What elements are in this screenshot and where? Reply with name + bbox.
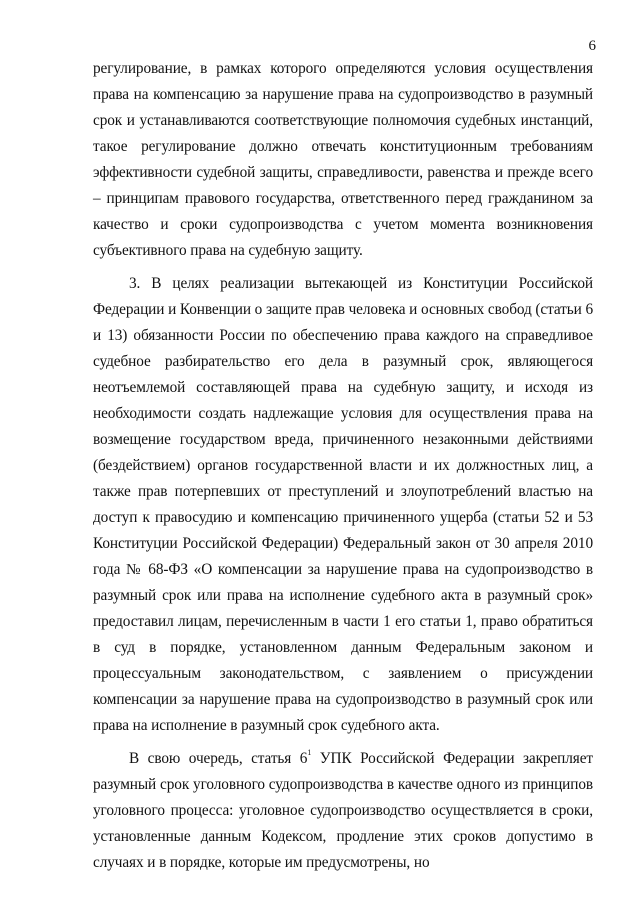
page-number: 6 (588, 38, 596, 54)
superscript-article-index: 1 (307, 747, 312, 757)
document-body (93, 56, 593, 876)
paragraph-text-after-superscript: УПК Российской Федерации закрепляет разумный срок уголовного судопроизводства в качестве одного из принципов уголовного процесса: уголовное судопроизводство осуществляется в сроки, установленные данным Кодексом, продление этих сроков допустимо в случаях и в порядке, которые им предусмотрены, но (93, 750, 593, 871)
paragraph-section-3: 3. В целях реализации вытекающей из Конституции Российской Федерации и Конвенции о защите прав человека и основных свобод (статьи 6 и 13) обязанности России по обеспечению права каждого на справедливое судебное разбирательство его дела в разумный срок, являющегося неотъемлемой составляющей права на судебную защиту, и исходя из необходимости создать надлежащие условия для осуществления права на возмещение государством вреда, причиненного незаконными действиями (бездействием) органов государственной власти и их должностных лиц, а также прав потерпевших от преступлений и злоупотреблений властью на доступ к правосудию и компенсацию причиненного ущерба (статьи 52 и 53 Конституции Российской Федерации) Федеральный закон от 30 апреля 2010 года № 68-ФЗ «О компенсации за нарушение права на судопроизводство в разумный срок или права на исполнение судебного акта в разумный срок» предоставил лицам, перечисленным в части 1 его статьи 1, право обратиться в суд в порядке, установленном данным Федеральным законом и процессуальным законодательством, с заявлением о присуждении компенсации за нарушение права на судопроизводство в разумный срок или права на исполнение в разумный срок судебного акта. (93, 275, 593, 734)
paragraph-text-before-superscript: В свою очередь, статья 6 (129, 750, 308, 767)
paragraph-continuation: регулирование, в рамках которого определяются условия осуществления права на компенсацию за нарушение права на судопроизводство в разумный срок и устанавливаются соответствующие полномочия судебных инстанций, такое регулирование должно отвечать конституционным требованиям эффективности судебной защиты, справедливости, равенства и прежде всего – принципам правового государства, ответственного перед гражданином за качество и сроки судопроизводства с учетом момента возникновения субъективного права на судебную защиту. (93, 60, 593, 259)
paragraph-article-6-1 (93, 746, 593, 876)
